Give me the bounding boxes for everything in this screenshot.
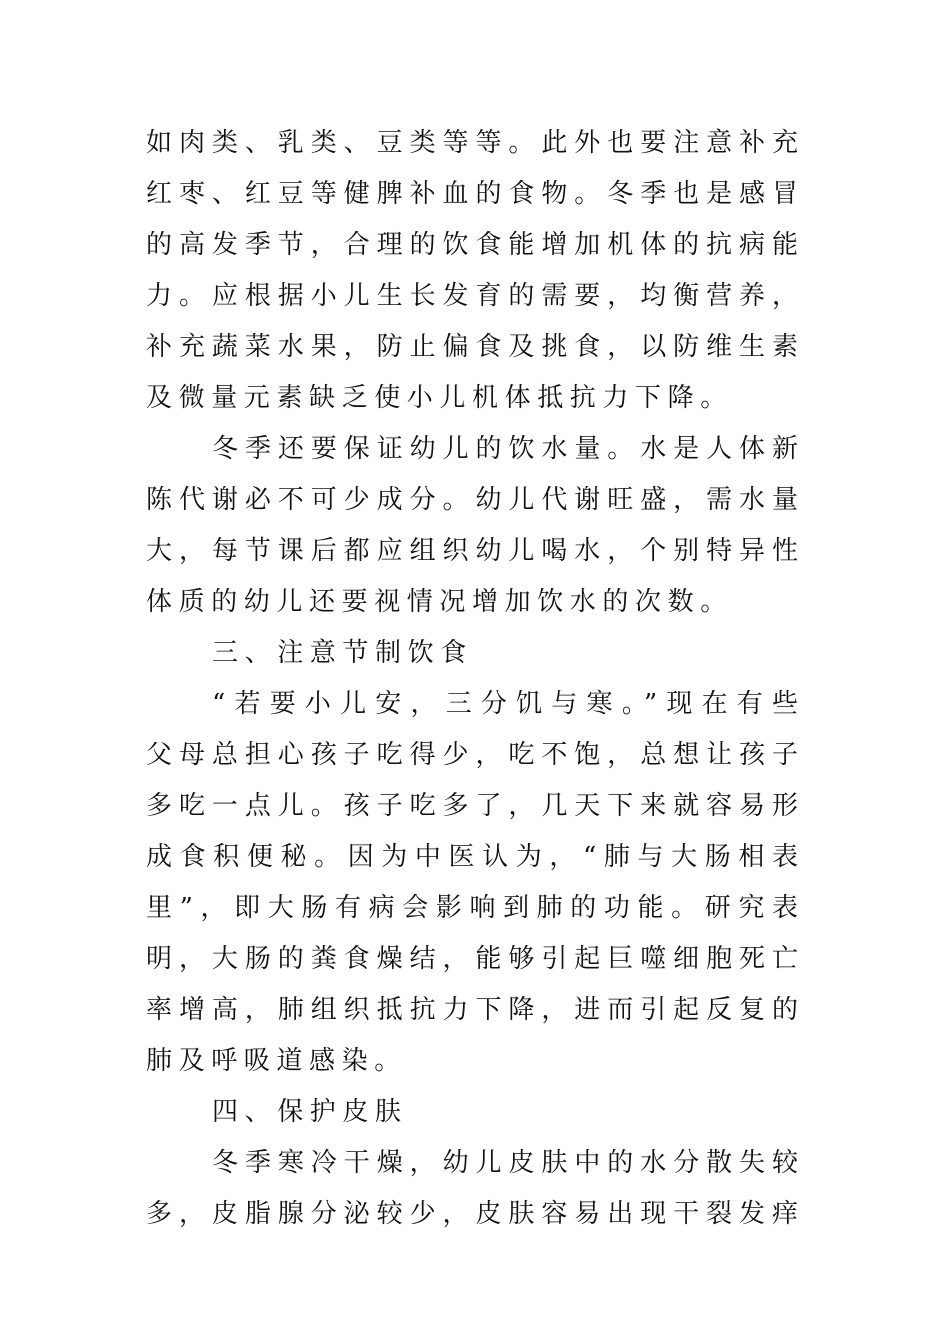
text-line: 如肉类、乳类、豆类等等。此外也要注意补充 — [146, 128, 798, 158]
text-line: 陈代谢必不可少成分。幼儿代谢旺盛，需水量 — [146, 485, 798, 515]
text-line: 多，皮脂腺分泌较少，皮肤容易出现干裂发痒 — [146, 1199, 798, 1229]
text-line: 的高发季节，合理的饮食能增加机体的抗病能 — [146, 230, 798, 260]
text-line: 里”，即大肠有病会影响到肺的功能。研究表 — [146, 893, 798, 923]
text-line: 冬季寒冷干燥，幼儿皮肤中的水分散失较 — [212, 1148, 798, 1178]
text-line: 力。应根据小儿生长发育的需要，均衡营养， — [146, 281, 798, 311]
text-line: 红枣、红豆等健脾补血的食物。冬季也是感冒 — [146, 179, 798, 209]
text-line: 率增高，肺组织抵抗力下降，进而引起反复的 — [146, 995, 798, 1025]
text-line: 多吃一点儿。孩子吃多了，几天下来就容易形 — [146, 791, 798, 821]
document-body — [146, 118, 798, 1240]
text-line: 成食积便秘。因为中医认为，“肺与大肠相表 — [146, 842, 798, 872]
text-line: 肺及呼吸道感染。 — [146, 1046, 407, 1076]
text-line: 补充蔬菜水果，防止偏食及挑食，以防维生素 — [146, 332, 798, 362]
text-line: 冬季还要保证幼儿的饮水量。水是人体新 — [212, 434, 798, 464]
section-heading: 三、注意节制饮食 — [212, 638, 473, 668]
text-line: 大，每节课后都应组织幼儿喝水，个别特异性 — [146, 536, 798, 566]
text-line: “若要小儿安，三分饥与寒。”现在有些 — [212, 689, 798, 719]
text-line: 父母总担心孩子吃得少，吃不饱，总想让孩子 — [146, 740, 798, 770]
text-line: 体质的幼儿还要视情况增加饮水的次数。 — [146, 587, 733, 617]
section-heading: 四、保护皮肤 — [212, 1097, 408, 1127]
text-line: 及微量元素缺乏使小儿机体抵抗力下降。 — [146, 383, 733, 413]
text-line: 明，大肠的粪食燥结，能够引起巨噬细胞死亡 — [146, 944, 798, 974]
